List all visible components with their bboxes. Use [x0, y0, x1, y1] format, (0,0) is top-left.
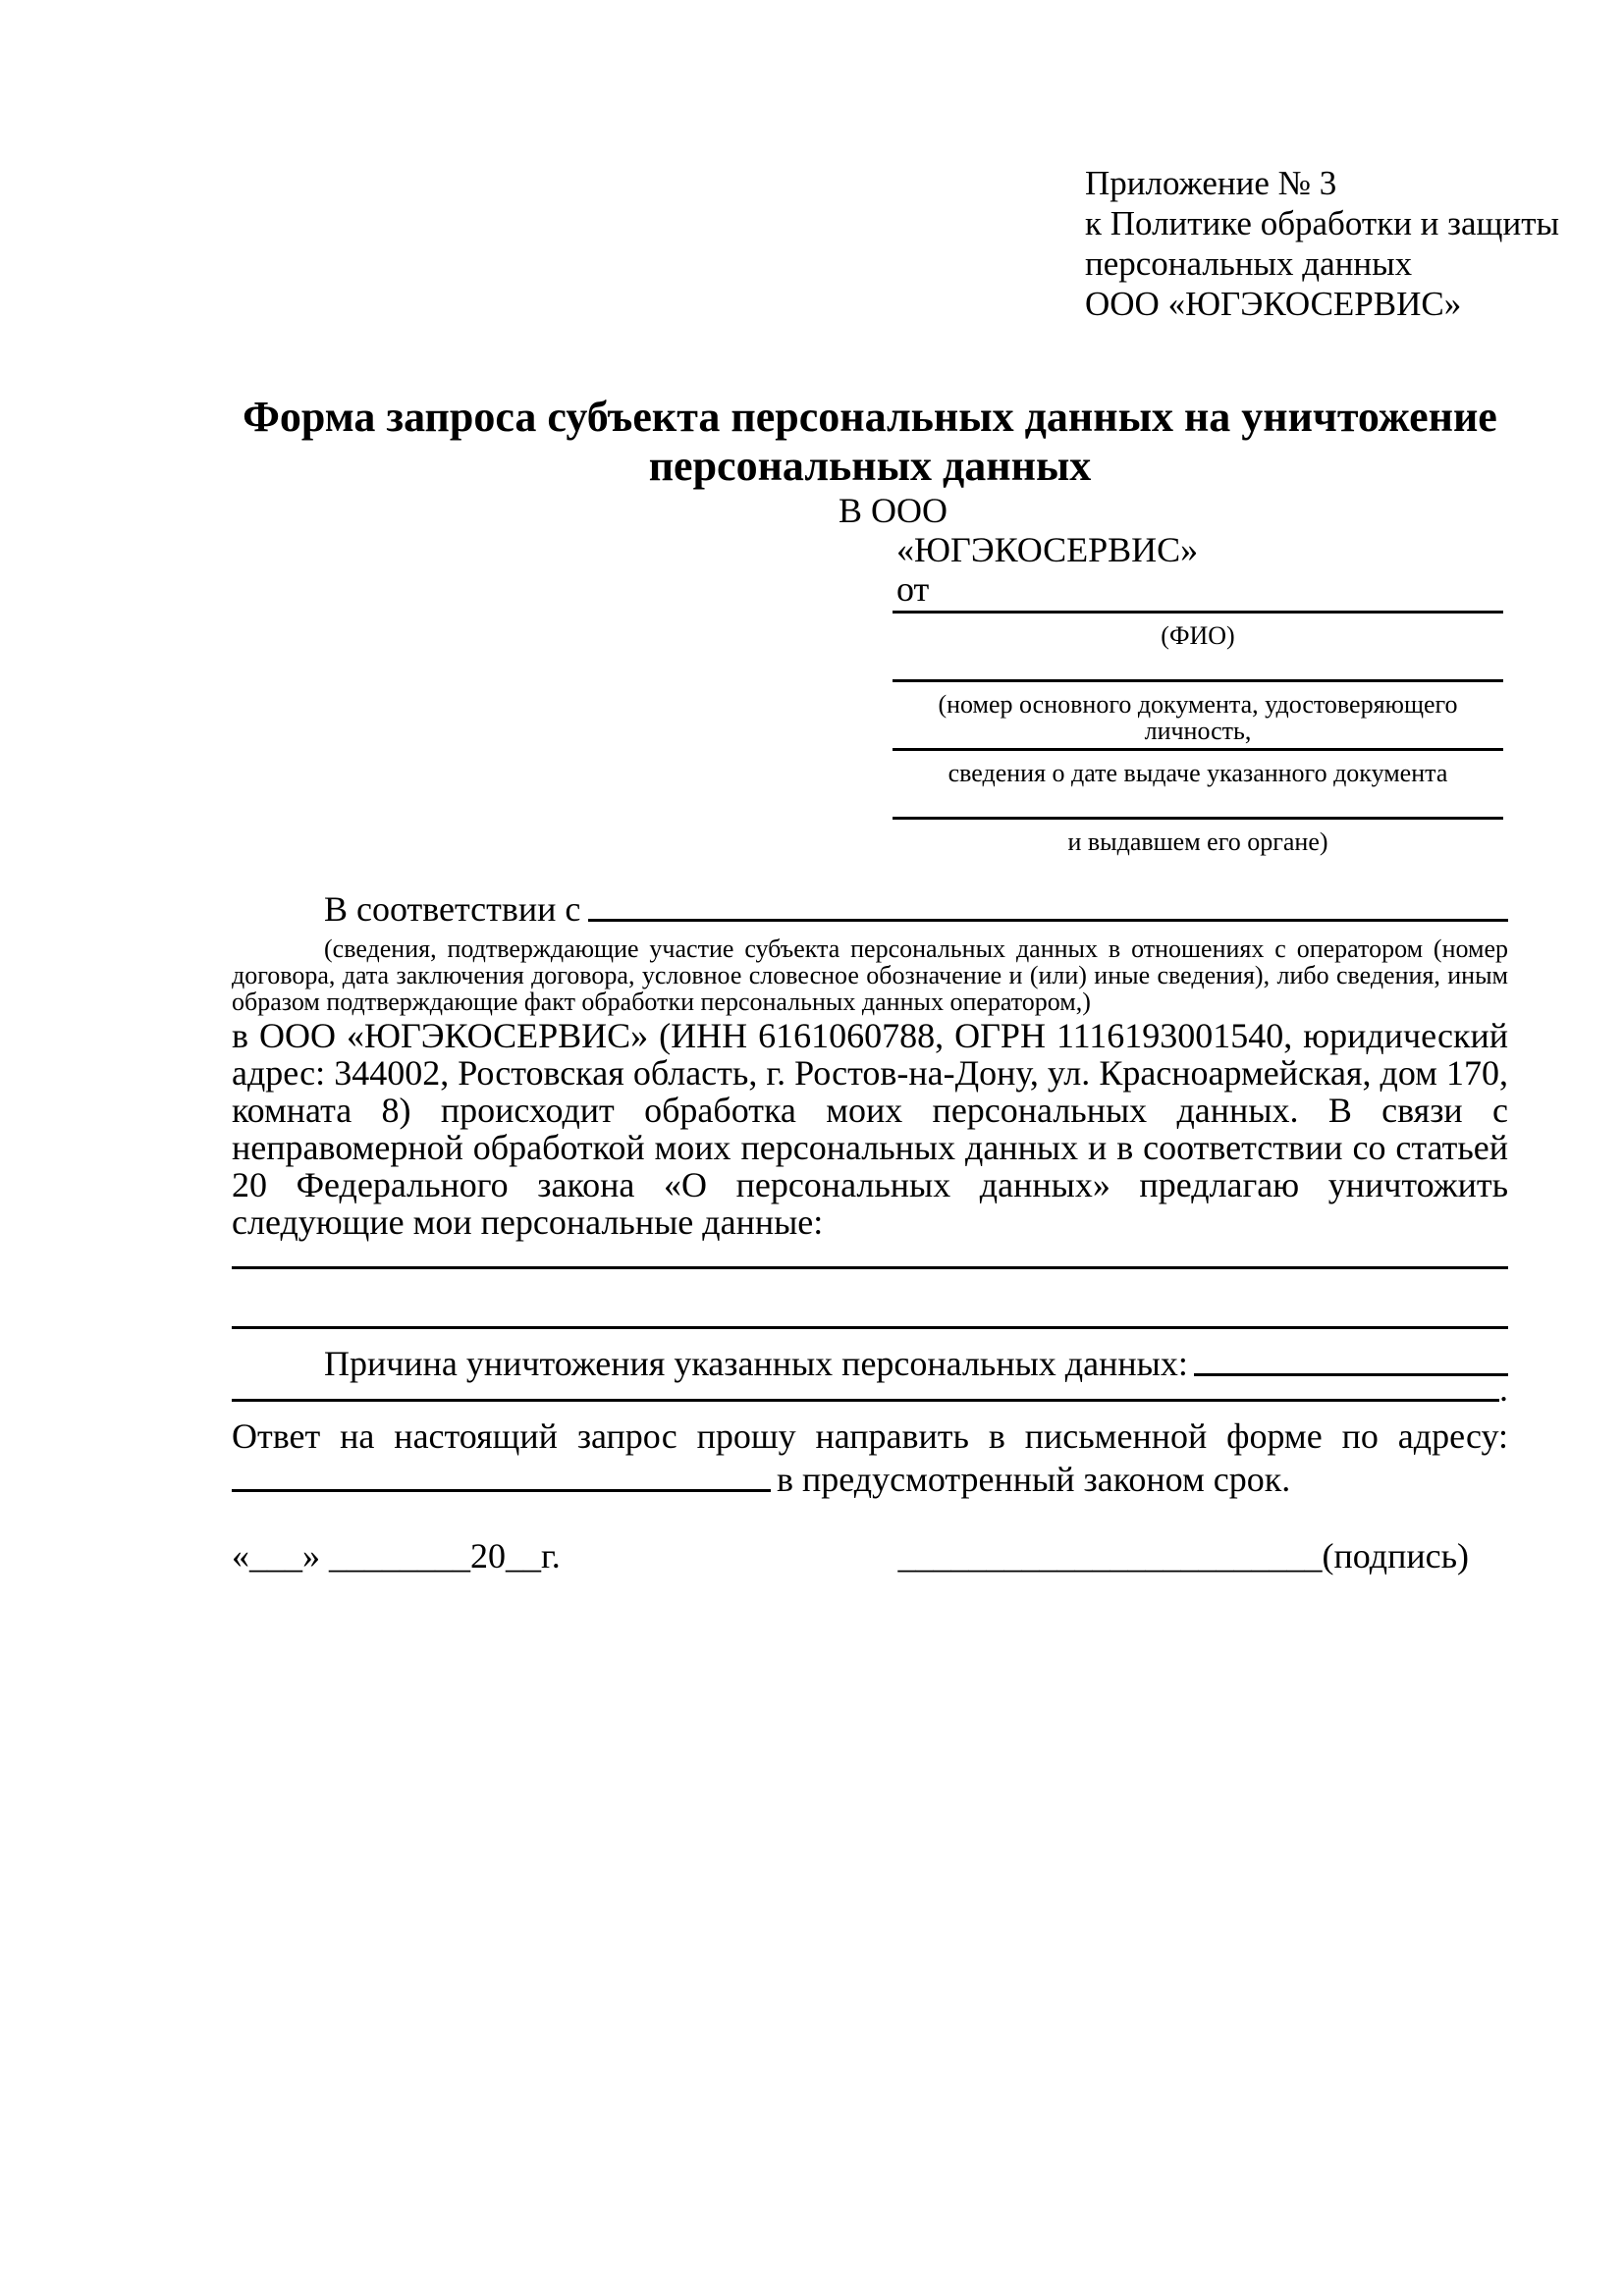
reason-line [232, 1339, 1508, 1382]
fio-field [893, 611, 1503, 679]
document-number-field [893, 679, 1503, 748]
reason-label: Причина уничтожения указанных персональных данных: [324, 1344, 1188, 1383]
issue-date-field [893, 748, 1503, 817]
fill-in-line [893, 611, 1503, 614]
date-signature-row [232, 1537, 1508, 1575]
fill-in-line [1194, 1373, 1508, 1376]
signature-block [898, 1537, 1469, 1575]
accordance-caption: (сведения, подтверждающие участие субъекта персональных данных в отношениях с оператором (номер договора, дата заключения договора, условное словесное обозначение и (или) иные сведения), либо сведения, иным образом подтверждающие факт обработки персональных данных оператором,) [232, 934, 1508, 1016]
appendix-line: к Политике обработки и защиты [1085, 204, 1560, 242]
identity-fields [893, 611, 1503, 885]
addressee-from: от [896, 569, 930, 609]
answer-paragraph: Ответ на настоящий запрос прошу направить в письменной форме по адресу: [232, 1416, 1508, 1456]
field-caption: и выдавшем его органе) [1067, 828, 1328, 856]
addressee-company: «ЮГЭКОСЕРВИС» [896, 530, 1199, 569]
appendix-line: ООО «ЮГЭКОСЕРВИС» [1085, 285, 1462, 323]
addressee-to: В ООО [839, 491, 948, 530]
page-title [232, 393, 1508, 491]
answer-tail-text: в предусмотренный законом срок. [777, 1460, 1291, 1499]
fill-in-line [588, 919, 1508, 922]
appendix-line: персональных данных [1085, 244, 1413, 283]
field-caption: сведения о дате выдаче указанного документа [947, 759, 1448, 787]
signature-blank: ________________________ [897, 1536, 1323, 1575]
date-blank: «___» ________20__г. [232, 1536, 561, 1575]
fill-in-line [893, 817, 1503, 820]
fill-in-line [893, 679, 1503, 682]
fill-in-line [893, 748, 1503, 751]
fill-in-line [232, 1241, 1508, 1269]
page-title-line: персональных данных [648, 442, 1092, 490]
accordance-lead-text: В соответствии с [324, 889, 581, 929]
reason-continuation-line [232, 1369, 1508, 1409]
accordance-line [232, 886, 1508, 928]
document-body [232, 886, 1508, 1575]
appendix-header [1085, 163, 1559, 324]
addressee-block [839, 491, 1198, 609]
page-title-line: Форма запроса субъекта персональных данных на уничтожение [243, 393, 1497, 441]
issuing-authority-field [893, 817, 1503, 885]
fill-in-line [232, 1399, 1499, 1402]
address-blank-line [232, 1455, 1508, 1498]
appendix-line: Приложение № 3 [1085, 164, 1337, 202]
fill-in-line [232, 1489, 771, 1492]
fill-in-line [232, 1269, 1508, 1329]
signature-caption: (подпись) [1322, 1536, 1469, 1575]
field-caption: (номер основного документа, удостоверяющего личность, [938, 690, 1458, 745]
period-character: . [1499, 1369, 1508, 1409]
field-caption: (ФИО) [1161, 621, 1235, 650]
main-paragraph: в ООО «ЮГЭКОСЕРВИС» (ИНН 6161060788, ОГРН 1116193001540, юридический адрес: 344002, Ростовская область, г. Ростов-на-Дону, ул. Красноармейская, дом 170, комната 8) происходит обработка моих персональных данных. В связи с неправомерной обработкой моих персональных данных и в соответствии со статьей 20 Федерального закона «О персональных данных» предлагаю уничтожить следующие мои персональные данные: [232, 1016, 1508, 1242]
